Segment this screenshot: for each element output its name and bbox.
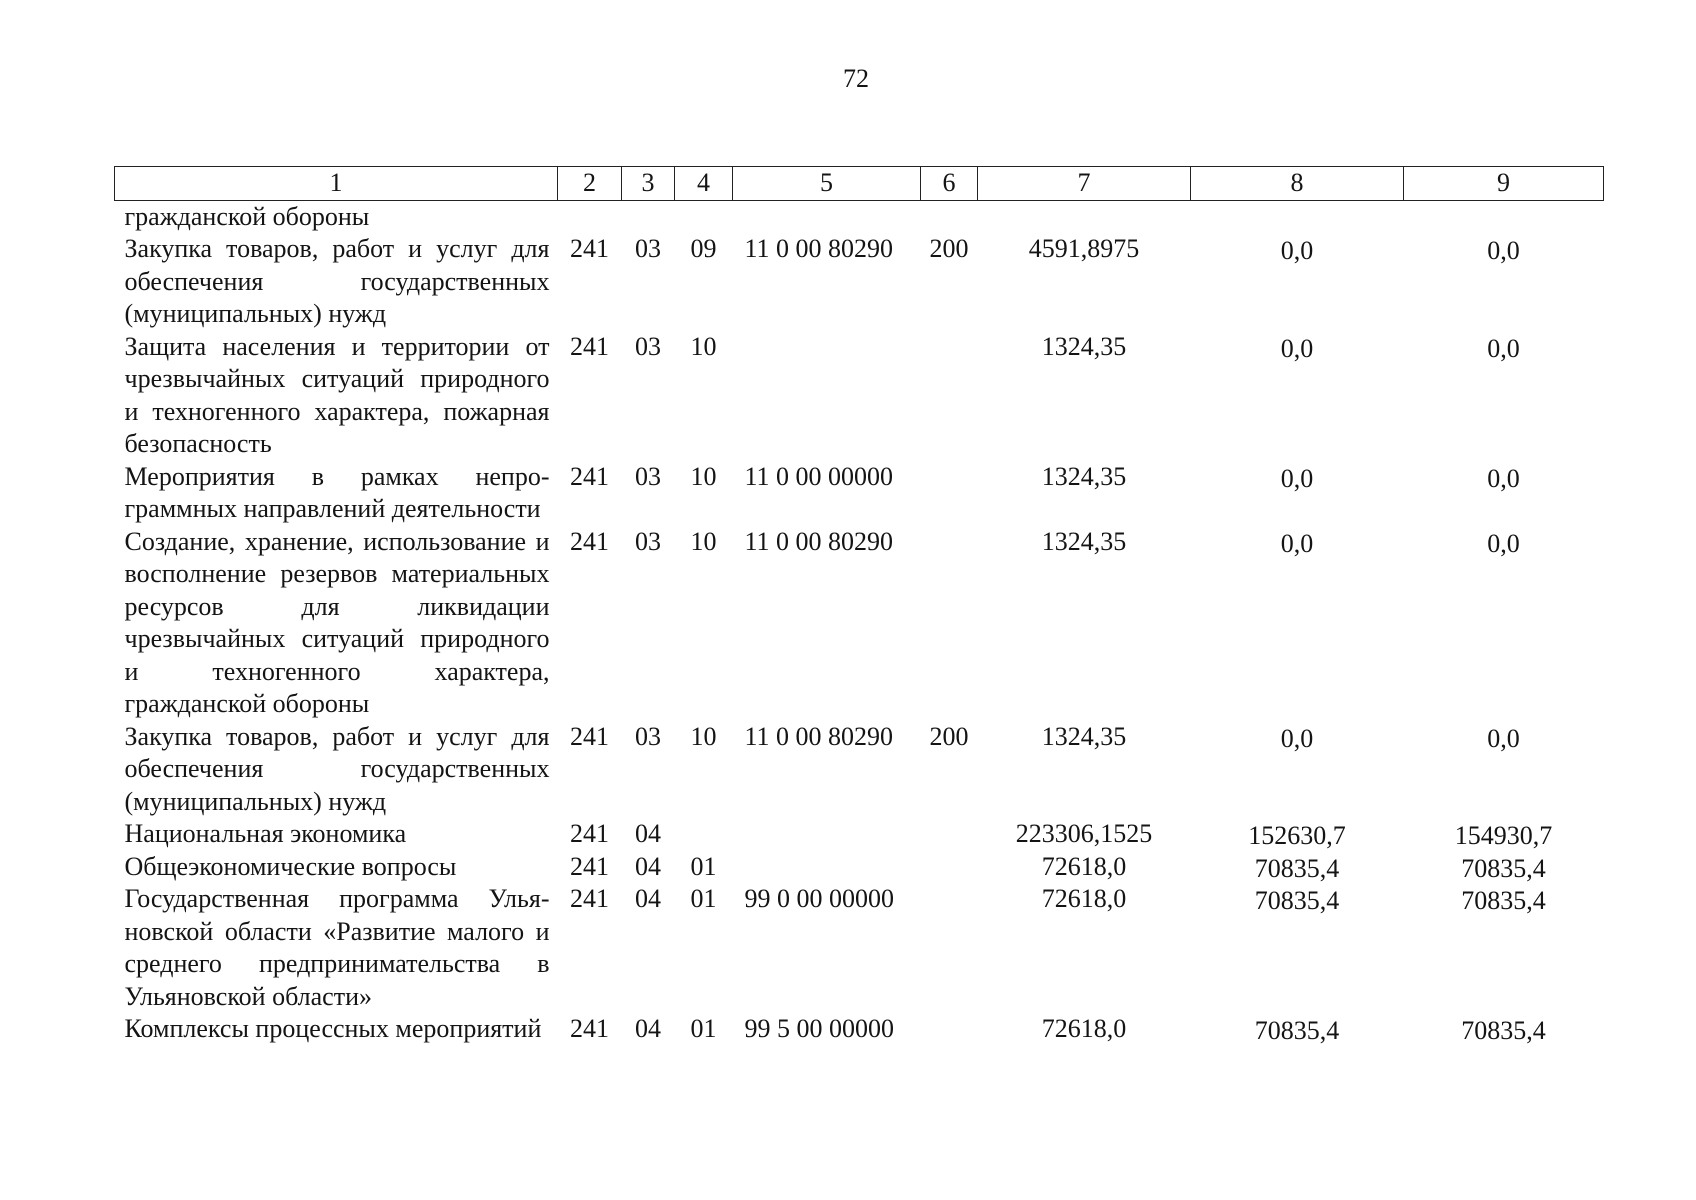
code-subsection	[675, 818, 733, 851]
amount-col-9	[1404, 883, 1604, 1013]
amount-col-7	[978, 883, 1191, 1013]
code-ministry: 241	[570, 1014, 609, 1043]
table-row	[115, 883, 1604, 1013]
row-name: Комплексы процессных мероприятий	[124, 1014, 542, 1043]
expense-type: 200	[929, 721, 969, 751]
amount-col-8-value: 70835,4	[1254, 886, 1340, 915]
row-name: Мероприятия в рамках непрограммных направлений деятельности	[124, 461, 550, 523]
expense-type	[921, 331, 978, 461]
code-subsection: 10	[690, 461, 717, 491]
amount-col-8	[1191, 233, 1404, 331]
amount-col-8-value: 0,0	[1280, 528, 1314, 558]
amount-col-8	[1191, 851, 1404, 884]
expense-type	[921, 200, 978, 233]
table-row	[115, 526, 1604, 721]
expense-type	[921, 883, 978, 1013]
amount-col-7	[978, 526, 1191, 721]
row-name: Национальная экономика	[124, 819, 407, 848]
amount-col-8	[1191, 461, 1404, 526]
code-section: 03	[635, 526, 661, 556]
amount-col-8-value: 70835,4	[1254, 1016, 1340, 1045]
code-ministry	[558, 200, 622, 233]
code-subsection: 01	[690, 884, 717, 913]
table-row	[115, 233, 1604, 331]
code-section: 04	[635, 1014, 661, 1043]
target-article: 99 5 00 00000	[744, 1014, 894, 1043]
budget-table	[114, 166, 1604, 1046]
amount-col-7-value: 1324,35	[1041, 331, 1127, 361]
code-section	[622, 200, 675, 233]
amount-col-7	[978, 461, 1191, 526]
amount-col-8-value: 0,0	[1280, 236, 1314, 265]
target-article	[733, 851, 921, 884]
table-row	[115, 851, 1604, 884]
amount-col-7	[978, 200, 1191, 233]
table-row	[115, 461, 1604, 526]
code-section: 04	[635, 851, 661, 881]
amount-col-7	[978, 331, 1191, 461]
table-row	[115, 331, 1604, 461]
row-name: Создание, хранение, использование и восполнение резервов материальных ресурсов для ликвидации чрезвычайных ситуаций природного и техногенного характера, гражданской обороны	[124, 526, 550, 718]
table-row	[115, 721, 1604, 819]
amount-col-8-value: 0,0	[1280, 333, 1314, 363]
amount-col-8	[1191, 200, 1404, 233]
row-name: Государственная программа Ульяновской области «Развитие малого и среднего предпринимательства в Ульяновской области»	[124, 884, 550, 1011]
amount-col-8-value: 70835,4	[1254, 853, 1340, 883]
table-row	[115, 200, 1604, 233]
code-section: 03	[635, 234, 661, 263]
code-ministry: 241	[570, 526, 609, 556]
amount-col-9-value: 154930,7	[1454, 821, 1553, 850]
target-article: 11 0 00 80290	[744, 721, 894, 751]
amount-col-7-value: 223306,1525	[1015, 819, 1153, 848]
target-article: 11 0 00 00000	[744, 461, 894, 491]
amount-col-8-value: 152630,7	[1248, 821, 1346, 850]
amount-col-8	[1191, 1013, 1404, 1046]
target-article	[733, 818, 921, 851]
expense-type	[921, 818, 978, 851]
code-ministry: 241	[570, 234, 609, 263]
target-article	[733, 200, 921, 233]
amount-col-7	[978, 233, 1191, 331]
amount-col-9	[1404, 331, 1604, 461]
amount-col-9	[1404, 721, 1604, 819]
amount-col-8-value: 0,0	[1280, 723, 1314, 753]
amount-col-8	[1191, 526, 1404, 721]
code-section: 04	[635, 819, 661, 848]
table-row	[115, 1013, 1604, 1046]
amount-col-9-value: 0,0	[1487, 333, 1520, 363]
code-subsection	[675, 200, 733, 233]
code-section: 03	[635, 721, 661, 751]
amount-col-9-value: 0,0	[1487, 528, 1520, 558]
code-ministry: 241	[570, 819, 609, 848]
amount-col-8	[1191, 883, 1404, 1013]
amount-col-9-value: 0,0	[1487, 723, 1520, 753]
target-article	[733, 331, 921, 461]
row-name: Закупка товаров, работ и услуг для обеспечения государственных (муниципальных) нужд	[124, 234, 550, 328]
code-ministry: 241	[570, 721, 609, 751]
amount-col-7	[978, 721, 1191, 819]
amount-col-7-value: 1324,35	[1041, 461, 1127, 491]
amount-col-9	[1404, 461, 1604, 526]
target-article: 11 0 00 80290	[744, 526, 894, 556]
row-name: Защита населения и территории от чрезвычайных ситуаций природного и техногенного характера, пожарная безопасность	[124, 331, 550, 458]
column-header-8: 8	[1191, 167, 1404, 201]
amount-col-9-value: 0,0	[1487, 236, 1520, 265]
amount-col-7	[978, 1013, 1191, 1046]
column-header-6: 6	[921, 167, 978, 201]
code-subsection: 09	[690, 234, 717, 263]
code-ministry: 241	[570, 851, 609, 881]
column-header-1: 1	[115, 167, 558, 201]
amount-col-7-value: 4591,8975	[1028, 234, 1140, 263]
column-header-5: 5	[733, 167, 921, 201]
expense-type	[921, 1013, 978, 1046]
header-row	[115, 167, 1604, 201]
column-header-7: 7	[978, 167, 1191, 201]
amount-col-9	[1404, 233, 1604, 331]
column-header-4: 4	[675, 167, 733, 201]
target-article: 99 0 00 00000	[744, 884, 894, 913]
table-row	[115, 818, 1604, 851]
amount-col-7-value: 1324,35	[1041, 526, 1127, 556]
column-header-9: 9	[1404, 167, 1604, 201]
amount-col-7-value: 72618,0	[1041, 851, 1127, 881]
column-header-3: 3	[622, 167, 675, 201]
code-section: 03	[635, 461, 661, 491]
code-ministry: 241	[570, 331, 609, 361]
code-subsection: 01	[690, 1014, 717, 1043]
page-number: 72	[843, 64, 869, 93]
code-ministry: 241	[570, 884, 609, 913]
expense-type	[921, 461, 978, 526]
code-subsection: 10	[690, 721, 717, 751]
amount-col-8	[1191, 818, 1404, 851]
column-header-2: 2	[558, 167, 622, 201]
expense-type: 200	[929, 234, 969, 263]
amount-col-9-value: 70835,4	[1461, 886, 1546, 915]
row-name: Общеэкономические вопросы	[124, 851, 457, 881]
row-name: гражданской обороны	[124, 201, 370, 231]
amount-col-9	[1404, 818, 1604, 851]
code-subsection: 01	[690, 851, 717, 881]
amount-col-7-value: 72618,0	[1041, 1014, 1127, 1043]
amount-col-7-value: 1324,35	[1041, 721, 1127, 751]
amount-col-7-value: 72618,0	[1041, 884, 1127, 913]
code-subsection: 10	[690, 526, 717, 556]
amount-col-7	[978, 818, 1191, 851]
amount-col-9-value: 70835,4	[1461, 1016, 1546, 1045]
code-section: 03	[635, 331, 661, 361]
amount-col-9-value: 70835,4	[1461, 853, 1546, 883]
amount-col-8	[1191, 721, 1404, 819]
amount-col-9	[1404, 851, 1604, 884]
code-section: 04	[635, 884, 661, 913]
target-article: 11 0 00 80290	[744, 234, 894, 263]
table-body	[115, 200, 1604, 1046]
amount-col-8	[1191, 331, 1404, 461]
amount-col-7	[978, 851, 1191, 884]
expense-type	[921, 851, 978, 884]
amount-col-9	[1404, 526, 1604, 721]
row-name: Закупка товаров, работ и услуг для обеспечения государственных (муниципальных) нужд	[124, 721, 550, 816]
amount-col-9	[1404, 200, 1604, 233]
code-subsection: 10	[690, 331, 717, 361]
amount-col-9-value: 0,0	[1487, 463, 1520, 493]
code-ministry: 241	[570, 461, 609, 491]
amount-col-9	[1404, 1013, 1604, 1046]
expense-type	[921, 526, 978, 721]
amount-col-8-value: 0,0	[1280, 463, 1314, 493]
